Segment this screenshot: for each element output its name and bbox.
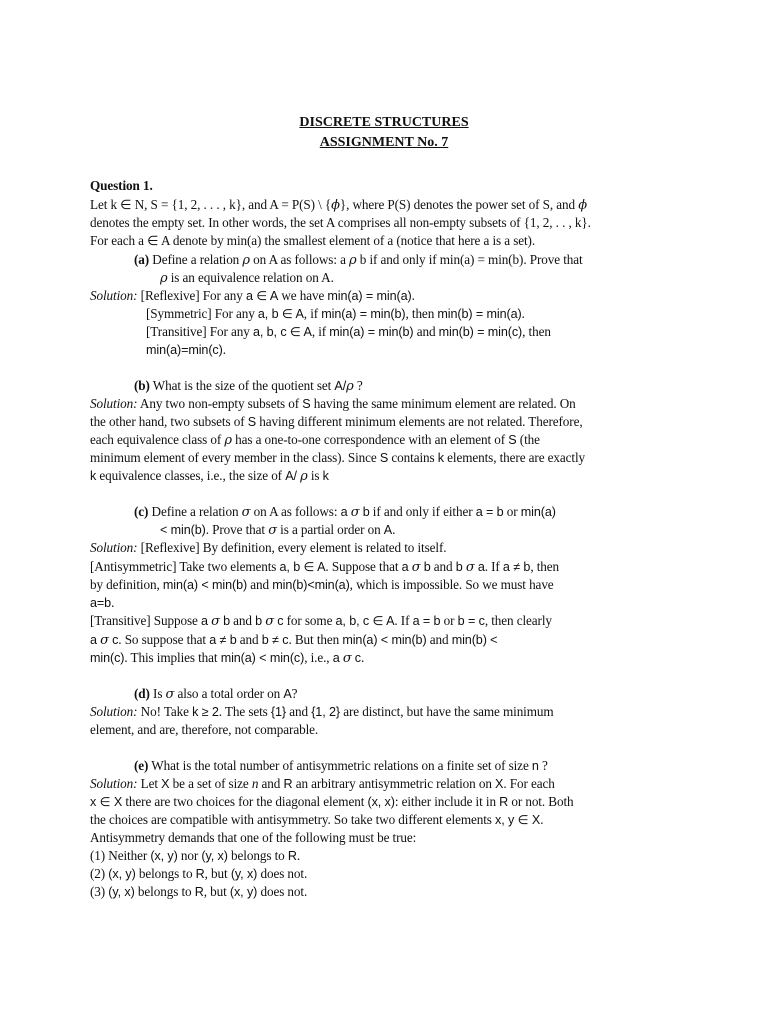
math-expression: b	[223, 614, 230, 628]
math-expression: a = b	[412, 614, 441, 628]
text-run: What is the total number of antisymmetric relations on a finite set of size	[148, 758, 532, 773]
text-run: . So suppose that	[118, 632, 210, 647]
math-expression: min(a) = min(a)	[327, 289, 412, 303]
text-line	[0, 305, 768, 323]
text-run: , then	[522, 324, 551, 339]
text-run: Question 1.	[90, 178, 153, 193]
math-expression: {1, 2}	[311, 705, 341, 719]
text-run: for some	[283, 613, 336, 628]
text-line	[0, 214, 768, 232]
text-run: .	[222, 342, 226, 357]
text-line	[0, 395, 768, 413]
text-run: }, where P(S) denotes the power set of S, and	[339, 197, 579, 212]
text-run: denotes the empty set. In other words, the set A comprises all non-empty subsets of {1, 2, . . , k}.	[90, 215, 591, 230]
text-run: if and only if either	[369, 504, 476, 519]
text-line	[0, 558, 768, 577]
math-expression: min(a) < min(b)	[162, 578, 248, 592]
math-expression: min(a)	[520, 505, 556, 519]
text-run: : either include it in	[394, 794, 500, 809]
text-run: has a one-to-one correspondence with an element of	[231, 432, 509, 447]
greek-symbol: ρ	[300, 469, 308, 484]
text-run: contains	[388, 450, 438, 465]
math-expression: b	[423, 560, 431, 574]
text-run: (3)	[90, 884, 109, 899]
text-run: Let	[137, 776, 162, 791]
text-run: . This implies that	[124, 650, 221, 665]
text-run: is a partial order on	[276, 522, 384, 537]
text-line	[0, 177, 768, 195]
text-run: or not. Both	[508, 794, 574, 809]
text-run: .	[521, 306, 525, 321]
math-expression: k	[322, 469, 329, 483]
math-expression: min(a) = min(b)	[329, 325, 414, 339]
text-line	[0, 251, 768, 270]
text-run: by definition,	[90, 577, 163, 592]
text-run: and	[258, 776, 284, 791]
text-run: Define a relation	[148, 504, 242, 519]
math-expression: A/	[334, 379, 347, 393]
text-line	[0, 449, 768, 467]
text-run: belongs to	[134, 884, 195, 899]
math-expression: a	[200, 614, 208, 628]
text-run: Solution:	[90, 776, 138, 791]
text-run: , but	[203, 884, 230, 899]
text-run: we have	[278, 288, 328, 303]
math-expression: a = b	[475, 505, 504, 519]
text-run: elements, there are exactly	[443, 450, 586, 465]
text-line	[0, 431, 768, 450]
text-run: ?	[538, 758, 548, 773]
greek-symbol: σ	[350, 505, 360, 520]
text-run: (c)	[134, 504, 149, 519]
text-line	[0, 649, 768, 668]
text-line	[0, 829, 768, 847]
math-expression: R	[287, 849, 297, 863]
text-run: having the same minimum element are related. On	[310, 396, 576, 411]
greek-symbol: ρ	[160, 271, 168, 286]
text-line	[0, 539, 768, 557]
text-run: each equivalence class of	[90, 432, 225, 447]
math-expression: S	[508, 433, 517, 447]
text-run: or	[503, 504, 521, 519]
greek-symbol: ρ	[349, 253, 357, 268]
math-expression: (y, x)	[108, 885, 135, 899]
math-expression: a ∈ A	[245, 289, 279, 303]
text-line	[0, 196, 768, 215]
text-run: and	[426, 632, 452, 647]
text-line	[0, 269, 768, 288]
text-run: [Transitive] Suppose	[90, 613, 201, 628]
text-run: . Suppose that	[325, 559, 402, 574]
greek-symbol: σ	[165, 687, 175, 702]
text-run: (1) Neither	[90, 848, 151, 863]
text-run: , then clearly	[484, 613, 552, 628]
math-expression: A	[283, 687, 292, 701]
text-run: (d)	[134, 686, 150, 701]
math-expression: (x, y)	[229, 885, 258, 899]
text-run: , but	[204, 866, 231, 881]
text-run: Solution:	[90, 704, 138, 719]
math-expression: min(a)=min(c)	[146, 343, 223, 357]
text-line	[0, 631, 768, 650]
text-run: (2)	[90, 866, 109, 881]
math-expression: min(b) <	[451, 633, 498, 647]
text-run: Is	[149, 686, 166, 701]
math-expression: k	[437, 451, 444, 465]
greek-symbol: σ	[465, 560, 475, 575]
math-expression: A	[383, 523, 393, 537]
text-run: ?	[291, 686, 298, 701]
math-expression: b	[362, 505, 370, 519]
math-expression: min(a) = min(b)	[321, 307, 406, 321]
text-run: .	[411, 288, 415, 303]
greek-symbol: σ	[100, 633, 109, 648]
text-run: Solution:	[90, 288, 138, 303]
text-line	[0, 847, 768, 865]
text-line	[0, 341, 768, 359]
text-line	[0, 413, 768, 431]
assignment-title: ASSIGNMENT No. 7	[319, 135, 449, 150]
text-run: (a)	[134, 252, 150, 267]
text-line	[0, 287, 768, 305]
math-expression: (x, y)	[150, 849, 178, 863]
math-expression: b ≠ c	[261, 633, 289, 647]
math-expression: c	[112, 633, 119, 647]
text-run: also a total order on	[174, 686, 284, 701]
text-run: , i.e.,	[304, 650, 333, 665]
text-run: , which is impossible. So we must have	[349, 577, 554, 592]
math-expression: min(c)	[90, 651, 125, 665]
text-run: . If	[484, 559, 503, 574]
math-expression: a, b ∈ A	[279, 560, 326, 574]
math-expression: b	[255, 614, 263, 628]
greek-symbol: σ	[211, 614, 220, 629]
math-expression: R	[195, 867, 205, 881]
text-line	[0, 793, 768, 811]
math-expression: a ≠ b	[502, 560, 531, 574]
text-line	[0, 612, 768, 631]
greek-symbol: σ	[265, 614, 275, 629]
text-run: on A as follows:	[250, 504, 341, 519]
text-run: and	[247, 577, 273, 592]
text-run: . But then	[288, 632, 343, 647]
math-expression: S	[302, 397, 311, 411]
text-run: minimum element of every member in the class). Since	[90, 450, 380, 465]
text-run: the choices are compatible with antisymmetry. So take two different elements	[90, 812, 496, 827]
math-expression: (y, x)	[230, 867, 258, 881]
greek-symbol: ρ	[346, 379, 354, 394]
text-run: Define a relation	[149, 252, 243, 267]
math-expression: min(b) = min(a)	[437, 307, 522, 321]
text-run: , if	[303, 306, 322, 321]
text-run: .	[296, 848, 301, 863]
math-expression: min(a) < min(b)	[342, 633, 427, 647]
text-run: are distinct, but have the same minimum	[340, 704, 554, 719]
math-expression: a	[332, 651, 340, 665]
text-line	[0, 703, 768, 721]
math-expression: n	[531, 759, 539, 773]
text-run: is	[307, 468, 323, 483]
math-expression: A/	[285, 469, 297, 483]
text-run: [Antisymmetric] Take two elements	[90, 559, 280, 574]
text-run: the other hand, two subsets of	[90, 414, 248, 429]
math-expression: x, y ∈ X	[495, 813, 541, 827]
text-line	[0, 521, 768, 540]
text-run: Solution:	[90, 540, 138, 555]
text-line	[0, 865, 768, 883]
math-expression: (y, x)	[201, 849, 228, 863]
text-run: equivalence classes, i.e., the size of	[96, 468, 286, 483]
text-run: .	[392, 522, 396, 537]
text-run: Any two non-empty subsets of	[137, 396, 303, 411]
text-line	[0, 467, 768, 486]
math-expression: a, b, c ∈ A	[252, 325, 312, 339]
greek-symbol: σ	[241, 505, 251, 520]
math-expression: a ≠ b	[209, 633, 237, 647]
math-expression: b	[455, 560, 463, 574]
text-line	[0, 757, 768, 775]
math-expression: X	[161, 777, 170, 791]
text-run: What is the size of the quotient set	[149, 378, 335, 393]
document-title: DISCRETE STRUCTURES	[299, 115, 469, 130]
math-expression: x ∈ X	[90, 795, 123, 809]
greek-symbol: ϕ	[331, 198, 340, 213]
text-run: does not.	[257, 884, 308, 899]
text-run: having different minimum elements are not related. Therefore,	[256, 414, 583, 429]
text-run: .	[111, 595, 115, 610]
math-expression: min(b)<min(a)	[272, 578, 350, 592]
text-run: belongs to	[135, 866, 196, 881]
math-expression: a	[90, 633, 97, 647]
text-run: is an equivalence relation on A.	[167, 270, 334, 285]
greek-symbol: σ	[268, 523, 277, 538]
text-run: [Reflexive] By definition, every element is related to itself.	[137, 540, 447, 555]
math-expression: a	[340, 505, 348, 519]
text-run: No! Take	[137, 704, 193, 719]
text-run: (b)	[134, 378, 150, 393]
text-run: nor	[177, 848, 202, 863]
text-line	[0, 576, 768, 594]
math-expression: < min(b)	[160, 523, 206, 537]
text-run: [Transitive] For any	[146, 324, 253, 339]
greek-symbol: σ	[342, 651, 352, 666]
text-run: element, and are, therefore, not comparable.	[90, 722, 319, 737]
text-run: Let k ∈ N, S = {1, 2, . . . , k}, and A = P(S) \ {	[90, 197, 332, 212]
math-expression: S	[379, 451, 389, 465]
text-run: . The sets	[218, 704, 271, 719]
text-run: and	[236, 632, 262, 647]
text-line	[0, 503, 768, 522]
math-expression: min(b) = min(c)	[438, 325, 523, 339]
text-run: be a set of size	[169, 776, 252, 791]
math-expression: X	[495, 777, 504, 791]
text-run: and	[413, 324, 439, 339]
text-line	[0, 721, 768, 739]
greek-symbol: ϕ	[578, 198, 587, 213]
text-line	[0, 811, 768, 829]
text-line	[0, 323, 768, 341]
math-expression: c	[354, 651, 361, 665]
math-expression: a	[477, 560, 485, 574]
text-run: For each a ∈ A denote by min(a) the smallest element of a (notice that here a is a set).	[90, 233, 536, 248]
text-run: (e)	[134, 758, 149, 773]
math-expression: a=b	[90, 596, 112, 610]
math-expression: (x, y)	[108, 867, 136, 881]
text-run: there are two choices for the diagonal element	[122, 794, 368, 809]
math-expression: a	[401, 560, 409, 574]
text-run: on A as follows: a	[249, 252, 350, 267]
text-run: or	[440, 613, 458, 628]
text-line	[0, 594, 768, 612]
math-expression: k	[90, 469, 97, 483]
text-run: , then	[530, 559, 560, 574]
text-line	[0, 775, 768, 793]
math-expression: a, b, c ∈ A	[335, 614, 395, 628]
greek-symbol: ρ	[242, 253, 250, 268]
math-expression: a, b ∈ A	[257, 307, 304, 321]
text-run: Solution:	[90, 396, 138, 411]
text-line	[0, 232, 768, 250]
math-expression: k ≥ 2	[192, 705, 219, 719]
text-run: [Reflexive] For any	[137, 288, 246, 303]
text-run: . If	[394, 613, 413, 628]
text-run: .	[361, 650, 365, 665]
text-line	[0, 377, 768, 396]
text-run: and	[229, 613, 256, 628]
text-run: , then	[405, 306, 438, 321]
math-expression: R	[194, 885, 204, 899]
math-expression: S	[247, 415, 256, 429]
text-run: and	[430, 559, 456, 574]
text-run: belongs to	[227, 848, 288, 863]
math-expression: {1}	[270, 705, 287, 719]
text-run: an arbitrary antisymmetric relation on	[292, 776, 496, 791]
text-run: ?	[353, 378, 363, 393]
text-run: , if	[311, 324, 330, 339]
text-run: Antisymmetry demands that one of the following must be true:	[90, 830, 417, 845]
text-run: and	[286, 704, 312, 719]
text-line	[0, 685, 768, 704]
text-run: b if and only if min(a) = min(b). Prove that	[356, 252, 583, 267]
text-line	[0, 883, 768, 901]
math-expression: R	[499, 795, 509, 809]
text-run: . For each	[503, 776, 555, 791]
math-expression: b = c	[457, 614, 485, 628]
greek-symbol: σ	[411, 560, 421, 575]
text-run: .	[540, 812, 544, 827]
text-run: n	[251, 776, 259, 791]
text-run: (the	[516, 432, 540, 447]
greek-symbol: ρ	[224, 433, 232, 448]
text-run: . Prove that	[205, 522, 269, 537]
math-expression: min(a) < min(c)	[220, 651, 305, 665]
text-run: does not.	[257, 866, 308, 881]
math-expression: R	[283, 777, 293, 791]
math-expression: c	[277, 614, 284, 628]
text-run: [Symmetric] For any	[146, 306, 258, 321]
math-expression: (x, x)	[367, 795, 395, 809]
